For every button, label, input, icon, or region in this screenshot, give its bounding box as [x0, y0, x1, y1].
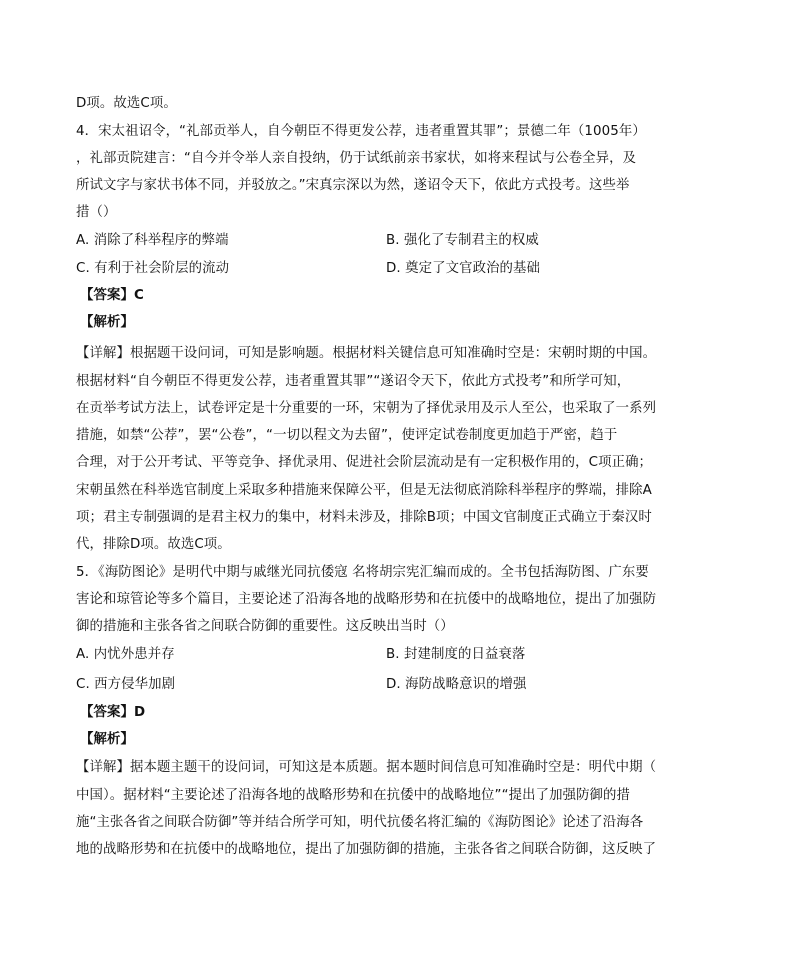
option-b: B. 封建制度的日益衰落 — [386, 647, 526, 662]
option-c: C. 西方侵华加剧 — [76, 677, 176, 692]
question-5-stem-line: 害论和琼管论等多个篇目，主要论述了沿海各地的战略形势和在抗倭中的战略地位，提出了加强防 — [76, 592, 657, 607]
detail-line: 宋朝虽然在科举选官制度上采取多种措施来保障公平，但是无法彻底消除科举程序的弊端，排除A — [76, 483, 652, 498]
detail-line: 中国）。据材料“主要论述了沿海各地的战略形势和在抗倭中的战略地位”“提出了加强防御的措 — [76, 788, 631, 803]
answer-label: 【答案】C — [80, 288, 144, 303]
option-d: D. 海防战略意识的增强 — [386, 677, 527, 692]
detail-line: 施“主张各省之间联合防御”等并结合所学可知，明代抗倭名将汇编的《海防图论》论述了沿海各 — [76, 815, 644, 830]
detail-line: 项；君主专制强调的是君主权力的集中，材料未涉及，排除B项；中国文官制度正式确立于秦汉时 — [76, 510, 652, 525]
option-a: A. 内忧外患并存 — [76, 647, 175, 662]
detail-line: 代，排除D项。故选C项。 — [76, 537, 231, 552]
option-a: A. 消除了科举程序的弊端 — [76, 233, 229, 248]
option-b: B. 强化了专制君主的权威 — [386, 233, 539, 248]
question-5-stem-line: 5．《海防图论》是明代中期与戚继光同抗倭寇 名将胡宗宪汇编而成的。全书包括海防图、广东要 — [76, 565, 649, 580]
option-d: D. 奠定了文官政治的基础 — [386, 261, 541, 276]
detail-line: 地的战略形势和在抗倭中的战略地位，提出了加强防御的措施，主张各省之间联合防御，这反映了 — [76, 842, 657, 857]
question-4-stem-line: ，礼部贡院建言：“自今并令举人亲自投纳，仍于试纸前亲书家状，如将来程试与公卷全异，及 — [76, 151, 637, 166]
question-5-stem-line: 御的措施和主张各省之间联合防御的重要性。这反映出当时（） — [76, 619, 454, 634]
detail-line: 措施，如禁“公荐”，罢“公卷”，“一切以程文为去留”，使评定试卷制度更加趋于严密，趋于 — [76, 428, 618, 443]
answer-label: 【答案】D — [80, 705, 146, 720]
text-line: D项。故选C项。 — [76, 96, 177, 111]
option-c: C. 有利于社会阶层的流动 — [76, 261, 230, 276]
analysis-label: 【解析】 — [80, 315, 134, 330]
detail-line: 合理，对于公开考试、平等竞争、择优录用、促进社会阶层流动是有一定积极作用的，C项正确； — [76, 455, 653, 470]
question-4-option-row — [76, 231, 229, 251]
detail-line: 【详解】据本题主题干的设问词，可知这是本质题。据本题时间信息可知准确时空是：明代中期（ — [76, 760, 657, 775]
question-4-stem-line: 4．宋太祖诏令，“礼部贡举人，自今朝臣不得更发公荐，违者重置其罪”；景德二年（1005年） — [76, 124, 646, 139]
question-4-stem-line: 措（） — [76, 205, 117, 220]
detail-line: 在贡举考试方法上，试卷评定是十分重要的一环，宋朝为了择优录用及示人至公，也采取了一系列 — [76, 401, 657, 416]
detail-line: 根据材料“自今朝臣不得更发公荐，违者重置其罪”“遂诏令天下，依此方式投考”和所学可知， — [76, 374, 631, 389]
detail-line: 【详解】根据题干设问词，可知是影响题。根据材料关键信息可知准确时空是：宋朝时期的中国。 — [76, 346, 657, 361]
analysis-label: 【解析】 — [80, 732, 134, 747]
question-4-stem-line: 所试文字与家状书体不同，并驳放之。”宋真宗深以为然，遂诏令天下，依此方式投考。这些举 — [76, 178, 630, 193]
